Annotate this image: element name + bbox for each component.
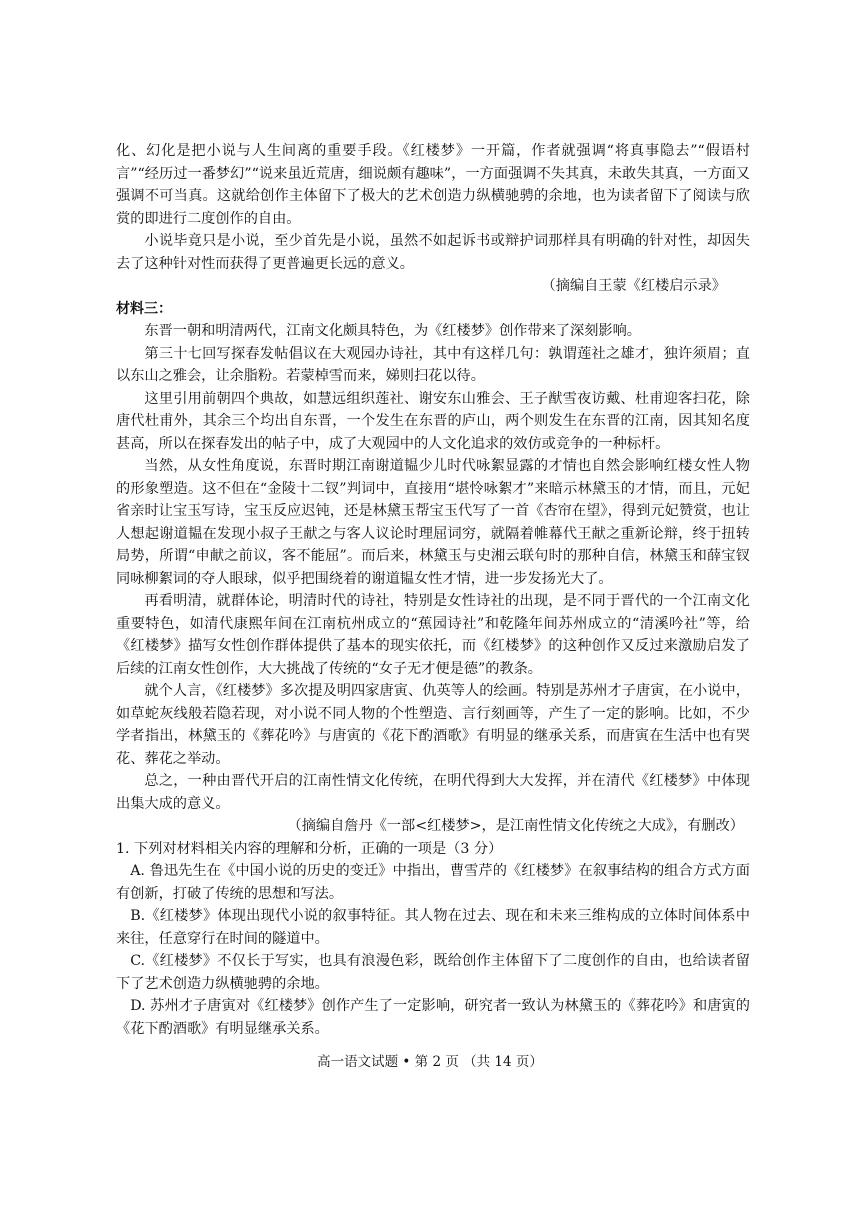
question-1-stem: 1. 下列对材料相关内容的理解和分析，正确的一项是（3 分） [116,840,503,857]
material-three-paragraph: 总之，一种由晋代开启的江南性情文化传统，在明代得到大大发挥，并在清代《红楼梦》中体现出集大成的意义。 [116,773,750,812]
material-three-paragraph: 再看明清，就群体论，明清时代的诗社，特别是女性诗社的出现，是不同于晋代的一个江南文化重要特色，如清代康熙年间在江南杭州成立的“蕉园诗社”和乾隆年间苏州成立的“清溪吟社”等，给《红楼梦》描写女性创作群体提供了基本的现实依托，而《红楼梦》的这种创作又反过来激励启发了后续的江南女性创作，大大挑战了传统的“女子无才便是德”的教条。 [116,593,750,677]
question-1-option-c: C.《红楼梦》不仅长于写实，也具有浪漫色彩，既给创作主体留下了二度创作的自由，也给读者留下了艺术创造力纵横驰骋的余地。 [116,953,750,992]
continued-paragraph: 化、幻化是把小说与人生间离的重要手段。《红楼梦》一开篇，作者就强调“将真事隐去”“假语村言”“经历过一番梦幻”“说来虽近荒唐，细说颇有趣味”，一方面强调不失其真，未敢失其真，一方面又强调不可当真。这就给创作主体留下了极大的艺术创造力纵横驰骋的余地，也为读者留下了阅读与欣赏的即进行二度创作的自由。 [116,143,750,227]
material-three-heading: 材料三： [116,300,172,317]
material-three-paragraph: 当然，从女性角度说，东晋时期江南谢道韫少儿时代咏絮显露的才情也自然会影响红楼女性人物的形象塑造。这不但在“金陵十二钗”判词中，直接用“堪怜咏絮才”来暗示林黛玉的才情，而且，元妃省亲时让宝玉写诗，宝玉反应迟钝，还是林黛玉帮宝玉代写了一首《杏帘在望》，得到元妃赞赏，也让人想起谢道韫在发现小叔子王献之与客人议论时理屈词穷，就隔着帷幕代王献之重新论辩，终于扭转局势，所谓“申献之前议，客不能屈”。而后来，林黛玉与史湘云联句时的那种自信，林黛玉和薛宝钗同咏柳絮词的夺人眼球，似乎把围绕着的谢道韫女性才情，进一步发扬光大了。 [116,458,750,587]
question-1-option-a: A. 鲁迅先生在《中国小说的历史的变迁》中指出，曹雪芹的《红楼梦》在叙事结构的组合方式方面有创新，打破了传统的思想和写法。 [116,863,750,902]
material-three-paragraph: 东晋一朝和明清两代，江南文化颇具特色，为《红楼梦》创作带来了深刻影响。 [144,323,641,339]
material-three-paragraph: 就个人言，《红楼梦》多次提及明四家唐寅、仇英等人的绘画。特别是苏州才子唐寅，在小说中，如草蛇灰线般若隐若现，对小说不同人物的个性塑造、言行刻画等，产生了一定的影响。比如，不少学者指出，林黛玉的《葬花吟》与唐寅的《花下酌酒歌》有明显的继承关系，而唐寅在生活中也有哭花、葬花之举动。 [116,683,750,767]
question-1-option-d: D. 苏州才子唐寅对《红楼梦》创作产生了一定影响，研究者一致认为林黛玉的《葬花吟》和唐寅的《花下酌酒歌》有明显继承关系。 [116,998,750,1037]
source-citation-material-two: （摘编自王蒙《红楼启示录》 [541,278,726,294]
page-footer: 高一语文试题 • 第 2 页 （共 14 页） [317,1054,543,1070]
material-three-paragraph: 这里引用前朝四个典故，如慧远组织莲社、谢安东山雅会、王子猷雪夜访戴、杜甫迎客扫花，除唐代杜甫外，其余三个均出自东晋，一个发生在东晋的庐山，两个则发生在东晋的江南，因其知名度甚高，所以在探春发出的帖子中，成了大观园中的人文化追求的效仿或竞争的一种标杆。 [116,390,750,452]
material-three-paragraph: 第三十七回写探春发帖倡议在大观园办诗社，其中有这样几句：孰谓莲社之雄才，独许须眉；直以东山之雅会，让余脂粉。若蒙棹雪而来，娣则扫花以待。 [116,345,750,384]
page-body [116,140,750,1040]
question-1-option-b: B.《红楼梦》体现出现代小说的叙事特征。其人物在过去、现在和未来三维构成的立体时间体系中来往，任意穿行在时间的隧道中。 [116,908,750,947]
continued-paragraph: 小说毕竟只是小说，至少首先是小说，虽然不如起诉书或辩护词那样具有明确的针对性，却因失去了这种针对性而获得了更普遍更长远的意义。 [116,233,750,272]
source-citation-material-three: （摘编自詹丹《一部<红楼梦>，是江南性情文化传统之大成》，有删改） [287,818,744,834]
